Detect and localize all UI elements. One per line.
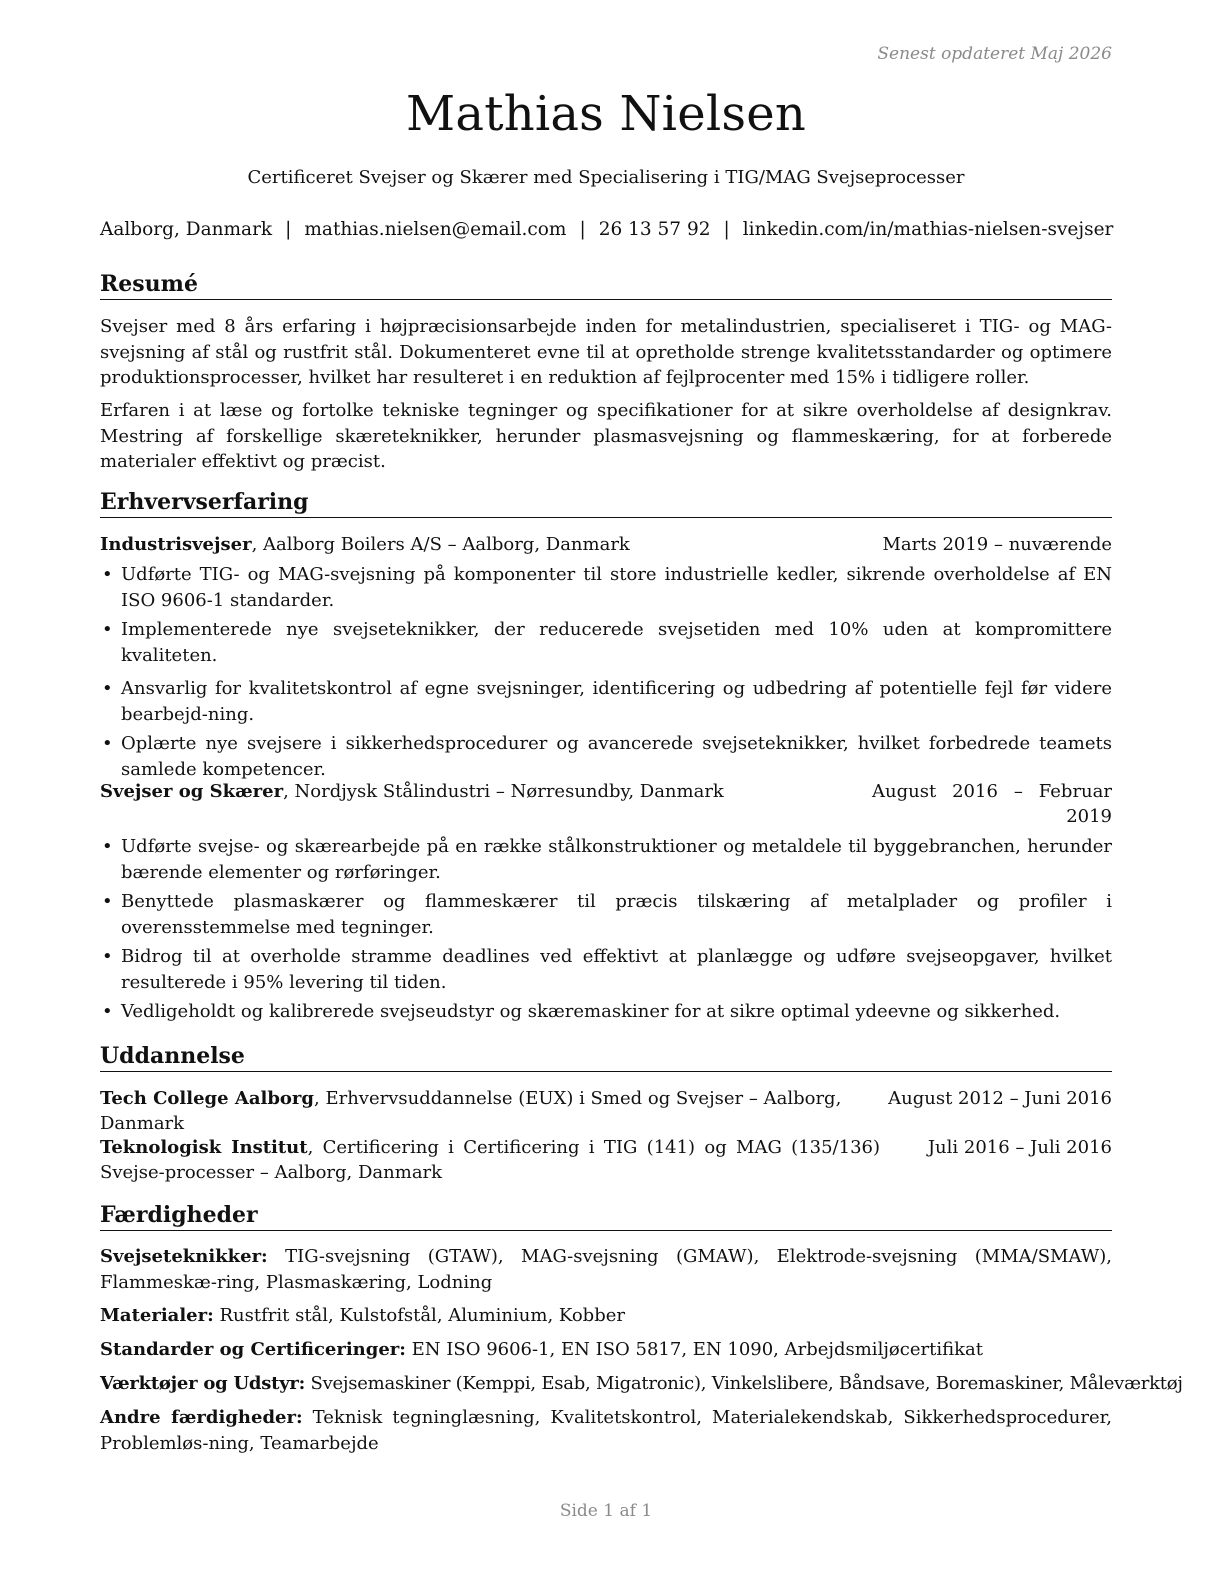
skill-row [100, 1244, 1112, 1295]
job-role: Industrisvejser [100, 534, 252, 555]
education-entry [100, 1135, 1112, 1185]
job-bullet: • Bidrog til at overholde stramme deadlines ved effektivt at planlægge og udføre svejseopgaver, hvilket resulterede i 95% levering til tiden. [100, 944, 1112, 995]
education-detail: , Erhvervsuddannelse (EUX) i Smed og Svejser – Aalborg, Danmark [100, 1088, 842, 1134]
summary-paragraph-1: Svejser med 8 års erfaring i højpræcisionsarbejde inden for metalindustrien, specialiseret i TIG- og MAG-svejsning af stål og rustfrit stål. Dokumenteret evne til at opretholde strenge kvalitetsstandarder og optimere produktionsprocesser, hvilket har resulteret i en reduktion af fejlprocenter med 15% i tidligere roller. [100, 316, 1112, 388]
skill-label: Andre færdigheder: [100, 1407, 303, 1428]
job-bullets [100, 562, 1112, 782]
job-bullet: • Benyttede plasmaskærer og flammeskærer til præcis tilskæring af metalplader og profiler i overensstemmelse med tegninger. [100, 889, 1112, 940]
skill-value: Teknisk tegninglæsning, Kvalitetskontrol, Materialekendskab, Sikkerhedsprocedurer, Problemløs-ning, Teamarbejde [100, 1407, 1112, 1454]
skill-value: Rustfrit stål, Kulstofstål, Aluminium, Kobber [213, 1305, 625, 1326]
contact-phone: 26 13 57 92 [598, 219, 711, 240]
contact-separator: | [285, 219, 292, 240]
contact-line [100, 219, 1112, 240]
contact-separator: | [723, 219, 730, 240]
job-bullet: • Oplærte nye svejsere i sikkerhedsprocedurer og avancerede svejseteknikker, hvilket forbedrede teamets samlede kompetencer. [100, 731, 1112, 782]
education-school: Tech College Aalborg [100, 1088, 314, 1109]
contact-separator: | [579, 219, 586, 240]
page-number: Side 1 af 1 [559, 1501, 653, 1521]
section-title-skills: Færdigheder [100, 1201, 1112, 1231]
resume-page [100, 0, 1183, 1584]
candidate-subtitle: Certificeret Svejser og Skærer med Specialisering i TIG/MAG Svejseprocesser [247, 167, 965, 188]
skill-row [100, 1303, 1112, 1329]
job-dates: Marts 2019 – nuværende [882, 534, 1112, 555]
section-title-experience: Erhvervserfaring [100, 488, 1112, 518]
job-bullet: • Implementerede nye svejseteknikker, der reducerede svejsetiden med 10% uden at kompromittere kvaliteten. [100, 617, 1112, 668]
skill-value: Svejsemaskiner (Kemppi, Esab, Migatronic), Vinkelslibere, Båndsave, Boremaskiner, Måleværktøj [305, 1373, 1183, 1394]
skill-label: Svejseteknikker: [100, 1246, 268, 1267]
job-bullet: • Udførte TIG- og MAG-svejsning på komponenter til store industrielle kedler, sikrende overholdelse af EN ISO 9606-1 standarder. [100, 562, 1112, 613]
job-bullets [100, 834, 1112, 1025]
job-bullet: • Udførte svejse- og skærearbejde på en række stålkonstruktioner og metaldele til byggebranchen, herunder bærende elementer og rørføringer. [100, 834, 1112, 885]
education-school: Teknologisk Institut [100, 1137, 308, 1158]
skill-value: TIG-svejsning (GTAW), MAG-svejsning (GMAW), Elektrode-svejsning (MMA/SMAW), Flammeskæ-ring, Plasmaskæring, Lodning [100, 1246, 1112, 1293]
job-role: Svejser og Skærer [100, 781, 284, 802]
job-dates: August 2016 – Februar 2019 [872, 781, 1112, 827]
candidate-name: Mathias Nielsen [406, 86, 806, 142]
contact-email[interactable]: mathias.nielsen@email.com [304, 219, 567, 240]
section-title-education: Uddannelse [100, 1042, 1112, 1072]
job-bullet: • Vedligeholdt og kalibrerede svejseudstyr og skæremaskiner for at sikre optimal ydeevne og sikkerhed. [100, 999, 1112, 1025]
skill-label: Standarder og Certificeringer: [100, 1339, 406, 1360]
section-title-summary: Resumé [100, 270, 1112, 300]
last-updated: Senest opdateret Maj 2026 [877, 44, 1112, 64]
education-dates: August 2012 – Juni 2016 [888, 1088, 1112, 1109]
contact-linkedin[interactable]: linkedin.com/in/mathias-nielsen-svejser [742, 219, 1114, 240]
summary-paragraph-2: Erfaren i at læse og fortolke tekniske tegninger og specifikationer for at sikre overholdelse af designkrav. Mestring af forskellige skæreteknikker, herunder plasmasvejsning og flammeskæring, for at forberede materialer effektivt og præcist. [100, 400, 1112, 472]
education-dates: Juli 2016 – Juli 2016 [927, 1137, 1112, 1158]
skill-row [100, 1371, 1183, 1397]
education-entry [100, 1086, 1112, 1136]
skill-label: Værktøjer og Udstyr: [100, 1373, 306, 1394]
job-company: , Aalborg Boilers A/S – Aalborg, Danmark [251, 534, 630, 555]
skill-label: Materialer: [100, 1305, 214, 1326]
contact-location: Aalborg, Danmark [100, 219, 273, 240]
job-bullet: • Ansvarlig for kvalitetskontrol af egne svejsninger, identificering og udbedring af potentielle fejl før videre bearbejd-ning. [100, 676, 1112, 727]
skill-row [100, 1337, 1112, 1363]
education-detail: , Certificering i Certificering i TIG (141) og MAG (135/136) Svejse-processer – Aalborg, Danmark [100, 1137, 880, 1183]
skill-value: EN ISO 9606-1, EN ISO 5817, EN 1090, Arbejdsmiljøcertifikat [405, 1339, 983, 1360]
skill-row [100, 1405, 1112, 1456]
job-header [100, 779, 1112, 829]
job-header [100, 532, 1112, 557]
job-company: , Nordjysk Stålindustri – Nørresundby, Danmark [283, 781, 724, 802]
